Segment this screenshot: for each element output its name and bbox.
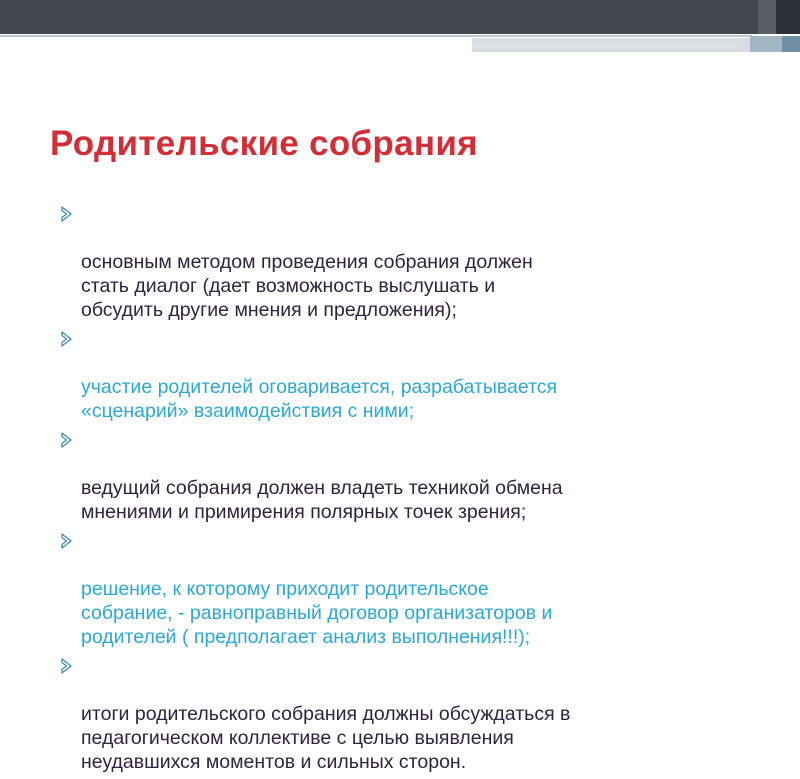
chevron-right-outline-icon [59,532,75,550]
bullet-text: решение, к которому приходит родительское собрание, - равноправный договор организаторов и родителей ( предполагает анализ выполнения!!!); [81,578,553,648]
bullet-item [59,654,759,774]
header-gray-bar-thin [472,44,740,48]
chevron-right-outline-icon [59,657,75,675]
header-band [0,0,800,34]
chevron-right-outline-icon [59,431,75,449]
slide-title: Родительские собрания [50,124,478,163]
bullet-item [59,428,759,524]
bullet-item [59,202,759,322]
bullet-text: основным методом проведения собрания должен стать диалог (дает возможность выслушать и обсудить другие мнения и предложения); [81,251,533,321]
bullet-text: ведущий собрания должен владеть техникой обмена мнениями и примирения полярных точек зрения; [81,477,563,523]
header-teal-block-dark [782,36,800,52]
bullet-item [59,529,759,649]
header-accent-block-dark [776,0,800,34]
bullet-item [59,327,759,423]
bullet-text: участие родителей оговаривается, разрабатывается «сценарий» взаимодействия с ними; [81,376,558,422]
bullet-text: итоги родительского собрания должны обсуждаться в педагогическом коллективе с целью выявления неудавшихся моментов и сильных сторон. [81,703,571,773]
header-accent-block [758,0,776,34]
chevron-right-outline-icon [59,330,75,348]
chevron-right-outline-icon [59,205,75,223]
bullet-list [59,202,759,779]
header-divider-line [0,35,752,37]
